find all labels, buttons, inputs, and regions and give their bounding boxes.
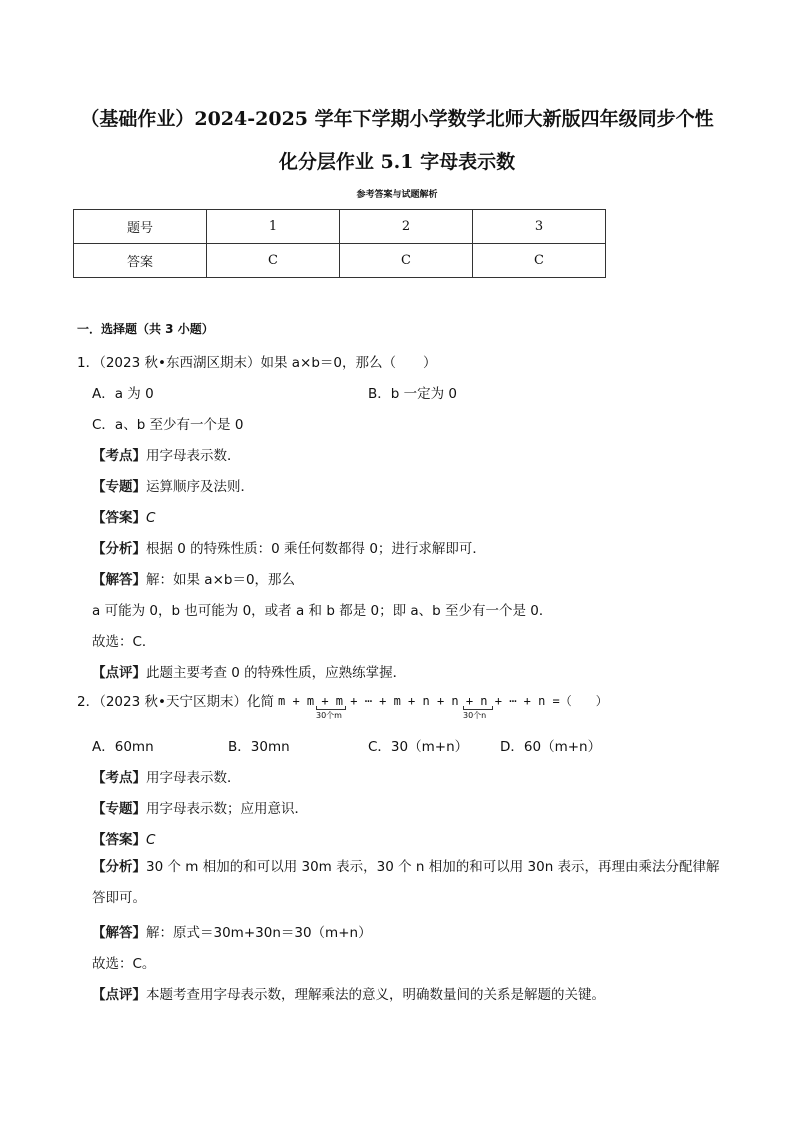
section-heading: 一．选择题（共 3 小题） <box>77 322 214 336</box>
q2-option-c: C．30（m+n） <box>368 739 469 755</box>
q2-daan <box>92 828 155 848</box>
tag-content: C <box>146 832 156 848</box>
q1-option-c: C．a、b 至少有一个是 0 <box>92 417 244 433</box>
tag-label: 【解答】 <box>92 925 146 941</box>
table-cell: 答案 <box>74 244 207 278</box>
tag-content: 解：原式＝30m+30n＝30（m+n） <box>146 925 372 941</box>
tag-label: 【考点】 <box>92 770 146 786</box>
q2-zhuanti <box>92 797 308 817</box>
q1-fenxi <box>92 537 486 557</box>
table-cell: 题号 <box>74 210 207 244</box>
table-cell: 2 <box>340 210 473 244</box>
tag-label: 【点评】 <box>92 987 146 1003</box>
document-subtitle: 参考答案与试题解析 <box>356 190 438 200</box>
table-row <box>74 210 606 244</box>
q2-option-a: A．60mn <box>92 739 154 755</box>
table-cell: 3 <box>473 210 606 244</box>
brace-label: 30个n <box>463 711 487 720</box>
table-cell: C <box>207 244 340 278</box>
q1-daan <box>92 506 155 526</box>
brace-label: 30个m <box>316 711 342 720</box>
tag-content: 运算顺序及法则． <box>146 479 254 495</box>
underbrace-icon <box>463 706 493 710</box>
tag-label: 【答案】 <box>92 832 146 848</box>
tag-label: 【分析】 <box>92 541 146 557</box>
table-cell: C <box>473 244 606 278</box>
tag-content: 本题考查用字母表示数，理解乘法的意义，明确数量间的关系是解题的关键。 <box>146 987 605 1003</box>
q2-option-b: B．30mn <box>228 739 290 755</box>
answer-table <box>73 209 606 278</box>
tag-content: 用字母表示数；应用意识． <box>146 801 308 817</box>
q1-stem: 1．（2023 秋•东西湖区期末）如果 a×b＝0，那么（ ） <box>77 355 437 371</box>
document-title-line1: （基础作业）2024-2025 学年下学期小学数学北师大新版四年级同步个性 <box>80 108 714 130</box>
q2-expression: m + m + m + ⋯ + m + n + n + n + ⋯ + n =（ ） <box>278 694 608 708</box>
q2-option-d: D．60（m+n） <box>500 739 602 755</box>
q2-stem: 2．（2023 秋•天宁区期末）化简 <box>77 694 274 710</box>
q1-jieda-cont: a 可能为 0，b 也可能为 0，或者 a 和 b 都是 0；即 a、b 至少有一个是 0． <box>92 603 553 619</box>
tag-label: 【专题】 <box>92 801 146 817</box>
q2-guxuan: 故选：C。 <box>92 956 156 972</box>
q2-kaodian <box>92 766 241 786</box>
tag-content: C <box>146 510 156 526</box>
tag-label: 【答案】 <box>92 510 146 526</box>
q1-kaodian <box>92 444 241 464</box>
tag-content: 解：如果 a×b＝0，那么 <box>146 572 296 588</box>
table-cell: C <box>340 244 473 278</box>
q1-zhuanti <box>92 475 254 495</box>
q2-fenxi <box>92 852 722 914</box>
q2-brace-n <box>463 706 493 721</box>
q1-dianping <box>92 661 406 681</box>
tag-content: 根据 0 的特殊性质：0 乘任何数都得 0；进行求解即可． <box>146 541 486 557</box>
tag-label: 【考点】 <box>92 448 146 464</box>
underbrace-icon <box>316 706 346 710</box>
q2-brace-m <box>316 706 346 721</box>
document-title-line2: 化分层作业 5.1 字母表示数 <box>278 151 516 173</box>
table-row <box>74 244 606 278</box>
tag-label: 【分析】 <box>92 859 146 875</box>
q1-option-b: B．b 一定为 0 <box>368 386 458 402</box>
tag-content: 用字母表示数． <box>146 770 241 786</box>
tag-label: 【点评】 <box>92 665 146 681</box>
q1-jieda <box>92 568 295 588</box>
tag-content: 30 个 m 相加的和可以用 30m 表示，30 个 n 相加的和可以用 30n 表示，再理由乘法分配律解答即可。 <box>92 859 720 906</box>
tag-content: 此题主要考查 0 的特殊性质，应熟练掌握． <box>146 665 407 681</box>
tag-label: 【专题】 <box>92 479 146 495</box>
tag-label: 【解答】 <box>92 572 146 588</box>
q2-dianping <box>92 983 605 1003</box>
q1-guxuan: 故选：C． <box>92 634 156 650</box>
table-cell: 1 <box>207 210 340 244</box>
q2-jieda <box>92 921 372 941</box>
tag-content: 用字母表示数． <box>146 448 241 464</box>
q1-option-a: A．a 为 0 <box>92 386 154 402</box>
